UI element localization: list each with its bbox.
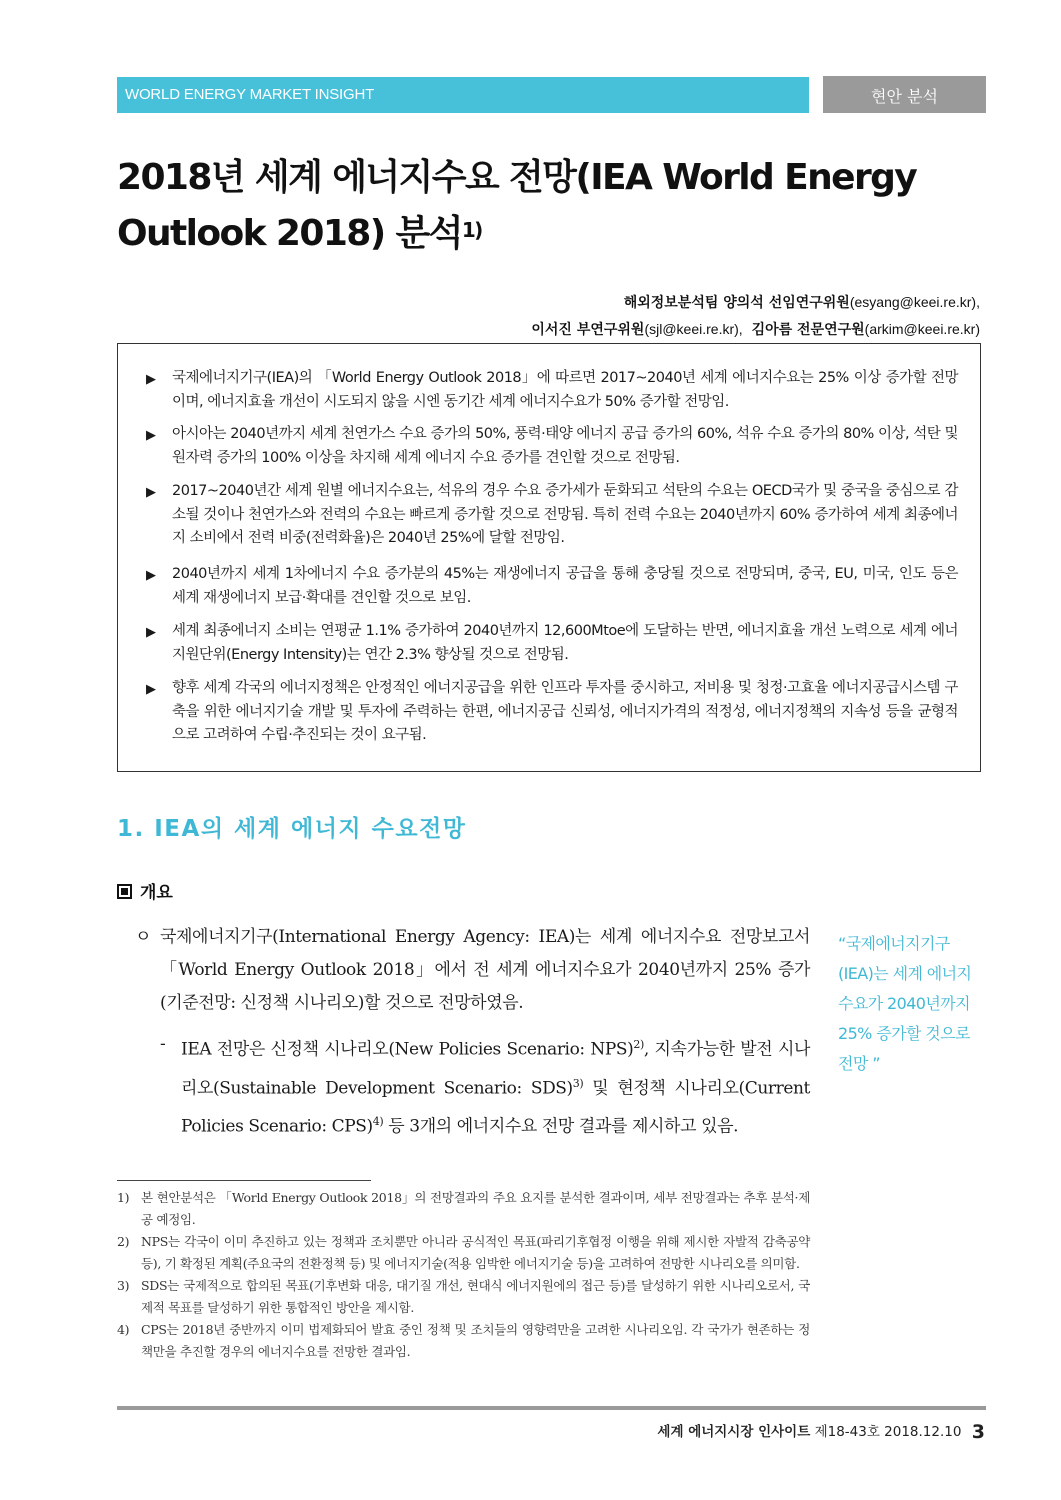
paragraph-text-part: , 지속가능한 발전 시나리오(Sustainable Development Scenario: SDS) [181,1039,810,1099]
footnote-ref[interactable]: 3) [572,1076,584,1090]
footnote-text: CPS는 2018년 중반까지 이미 법제화되어 발효 중인 정책 및 조치들의 영향력만을 고려한 시나리오임. 각 국가가 현존하는 정책만을 추진할 경우의 에너지수요를 전망한 결과임. [141,1322,810,1359]
issue-info: 제18-43호 2018.12.10 [814,1424,962,1440]
triangle-bullet-icon: ▶ [146,568,156,583]
triangle-bullet-icon: ▶ [146,682,156,697]
triangle-bullet-icon: ▶ [146,625,156,640]
pull-quote: “국제에너지기구(IEA)는 세계 에너지수요가 2040년까지 25% 증가할 것으로 전망 ” [838,934,972,1073]
summary-item [146,367,958,414]
footnote-divider [117,1180,371,1181]
footnote-number: 2) [117,1234,130,1249]
summary-text: 2040년까지 세계 1차에너지 수요 증가분의 45%는 재생에너지 공급을 통해 충당될 것으로 전망되며, 중국, EU, 미국, 인도 등은 세계 재생에너지 보급·확대를 견인할 것으로 보임. [172,566,958,606]
section-title: 1. IEA의 세계 에너지 수요전망 [117,816,467,842]
authors-line-2 [531,316,980,343]
paragraph-text-part: 및 현정책 시나리오(Current Policies Scenario: CPS) [181,1078,810,1137]
footer-divider [117,1406,986,1410]
header-bar [117,77,809,113]
triangle-bullet-icon: ▶ [146,485,156,500]
square-bullet-icon [117,884,132,899]
footnote-number: 3) [117,1278,130,1293]
author-email: (sjl@keei.re.kr), [644,321,743,337]
title-line-2 [117,206,977,262]
subsection-label: 개요 [140,883,173,903]
footnote-number: 1) [117,1190,130,1205]
dash-bullet-icon: - [160,1034,166,1054]
paragraph-text [160,1028,810,1144]
footnote-ref[interactable]: 2) [633,1038,644,1051]
summary-item [146,563,958,610]
category-tag [823,76,986,113]
paragraph-text-part: 등 3개의 에너지수요 전망 결과를 제시하고 있음. [383,1116,739,1137]
author-name: 이서진 부연구위원 [531,322,645,338]
footnote-ref[interactable]: 4) [372,1115,384,1129]
body-paragraph [135,921,810,1020]
footnote [117,1275,810,1319]
footnote-text: SDS는 국제적으로 합의된 목표(기후변화 대응, 대기질 개선, 현대식 에너지원에의 접근 등)를 달성하기 위한 시나리오로서, 국제적 목표를 달성하기 위한 통합적인 방안을 제시함. [141,1278,810,1315]
series-title: WORLD ENERGY MARKET INSIGHT [125,86,375,103]
author-name: 김아름 전문연구원 [751,322,865,338]
summary-text: 아시아는 2040년까지 세계 천연가스 수요 증가의 50%, 풍력·태양 에너지 공급 증가의 60%, 석유 수요 증가의 80% 이상, 석탄 및 원자력 증가의 100% 이상을 차지해 세계 에너지 수요 증가를 견인할 것으로 전망됨. [172,426,958,466]
footnote-number: 4) [117,1322,130,1337]
footnotes [117,1187,810,1363]
authors-line-1 [531,289,980,316]
paragraph-text: 국제에너지기구(International Energy Agency: IEA)는 세계 에너지수요 전망보고서 「World Energy Outlook 2018」에서 전 세계 에너지수요가 2040년까지 25% 증가(기준전망: 신정책 시나리오)할 것으로 전망하였음. [160,927,810,1013]
footnote-text: NPS는 각국이 이미 추진하고 있는 정책과 조치뿐만 아니라 공식적인 목표(파리기후협정 이행을 위해 제시한 자발적 감축공약 등), 기 확정된 계획(주요국의 전환정책 등) 및 에너지기술(적용 임박한 에너지기술 등)을 고려하여 전망한 시나리오를 의미함. [141,1234,810,1271]
publication-name: 세계 에너지시장 인사이트 [657,1424,811,1440]
triangle-bullet-icon: ▶ [146,372,156,387]
title-footnote-ref[interactable]: 1) [461,218,482,242]
summary-item [146,620,958,667]
circle-bullet-icon: ㅇ [135,927,152,947]
author-email: (esyang@keei.re.kr), [849,294,980,310]
summary-text: 국제에너지기구(IEA)의 「World Energy Outlook 2018」에 따르면 2017~2040년 세계 에너지수요는 25% 이상 증가할 전망이며, 에너지효율 개선이 시도되지 않을 시엔 동기간 세계 에너지수요가 50% 증가할 전망임. [172,370,958,410]
body-paragraph [160,1028,810,1144]
paragraph-text-part: IEA 전망은 신정책 시나리오(New Policies Scenario: NPS) [181,1039,634,1060]
authors [531,289,980,343]
title-line-2-text: Outlook 2018) 분석 [117,213,462,254]
author-email: (arkim@keei.re.kr) [864,321,980,337]
footnote [117,1319,810,1363]
footnote [117,1187,810,1231]
summary-text: 세계 최종에너지 소비는 연평균 1.1% 증가하여 2040년까지 12,600Mtoe에 도달하는 반면, 에너지효율 개선 노력으로 세계 에너지원단위(Energy Intensity)는 연간 2.3% 향상될 것으로 전망됨. [172,623,958,663]
summary-item [146,677,958,748]
summary-text: 향후 세계 각국의 에너지정책은 안정적인 에너지공급을 위한 인프라 투자를 중시하고, 저비용 및 청정·고효율 에너지공급시스템 구축을 위한 에너지기술 개발 및 투자에 주력하는 한편, 에너지공급 신뢰성, 에너지가격의 적정성, 에너지정책의 지속성 등을 균형적으로 고려하여 수립·추진되는 것이 요구됨. [172,680,958,743]
subsection-heading [117,878,173,903]
page-title [117,150,977,262]
summary-item [146,480,958,551]
triangle-bullet-icon: ▶ [146,428,156,443]
category-label: 현안 분석 [871,87,938,106]
page-number: 3 [971,1421,985,1443]
footnote-text: 본 현안분석은 「World Energy Outlook 2018」의 전망결과의 주요 요지를 분석한 결과이며, 세부 전망결과는 추후 분석·제공 예정임. [141,1190,810,1227]
title-line-1: 2018년 세계 에너지수요 전망(IEA World Energy [117,157,917,198]
page-footer [657,1419,985,1441]
summary-box [117,343,981,772]
summary-text: 2017~2040년간 세계 원별 에너지수요는, 석유의 경우 수요 증가세가 둔화되고 석탄의 수요는 OECD국가 및 중국을 중심으로 감소될 것이나 천연가스와 전력의 수요는 빠르게 증가할 것으로 전망됨. 특히 전력 수요는 2040년까지 60% 증가하여 세계 최종에너지 소비에서 전력 비중(전력화율)은 2040년 25%에 달할 전망임. [172,483,958,546]
summary-item [146,423,958,470]
author-name: 해외정보분석팀 양의석 선임연구위원 [623,295,850,311]
footnote [117,1231,810,1275]
